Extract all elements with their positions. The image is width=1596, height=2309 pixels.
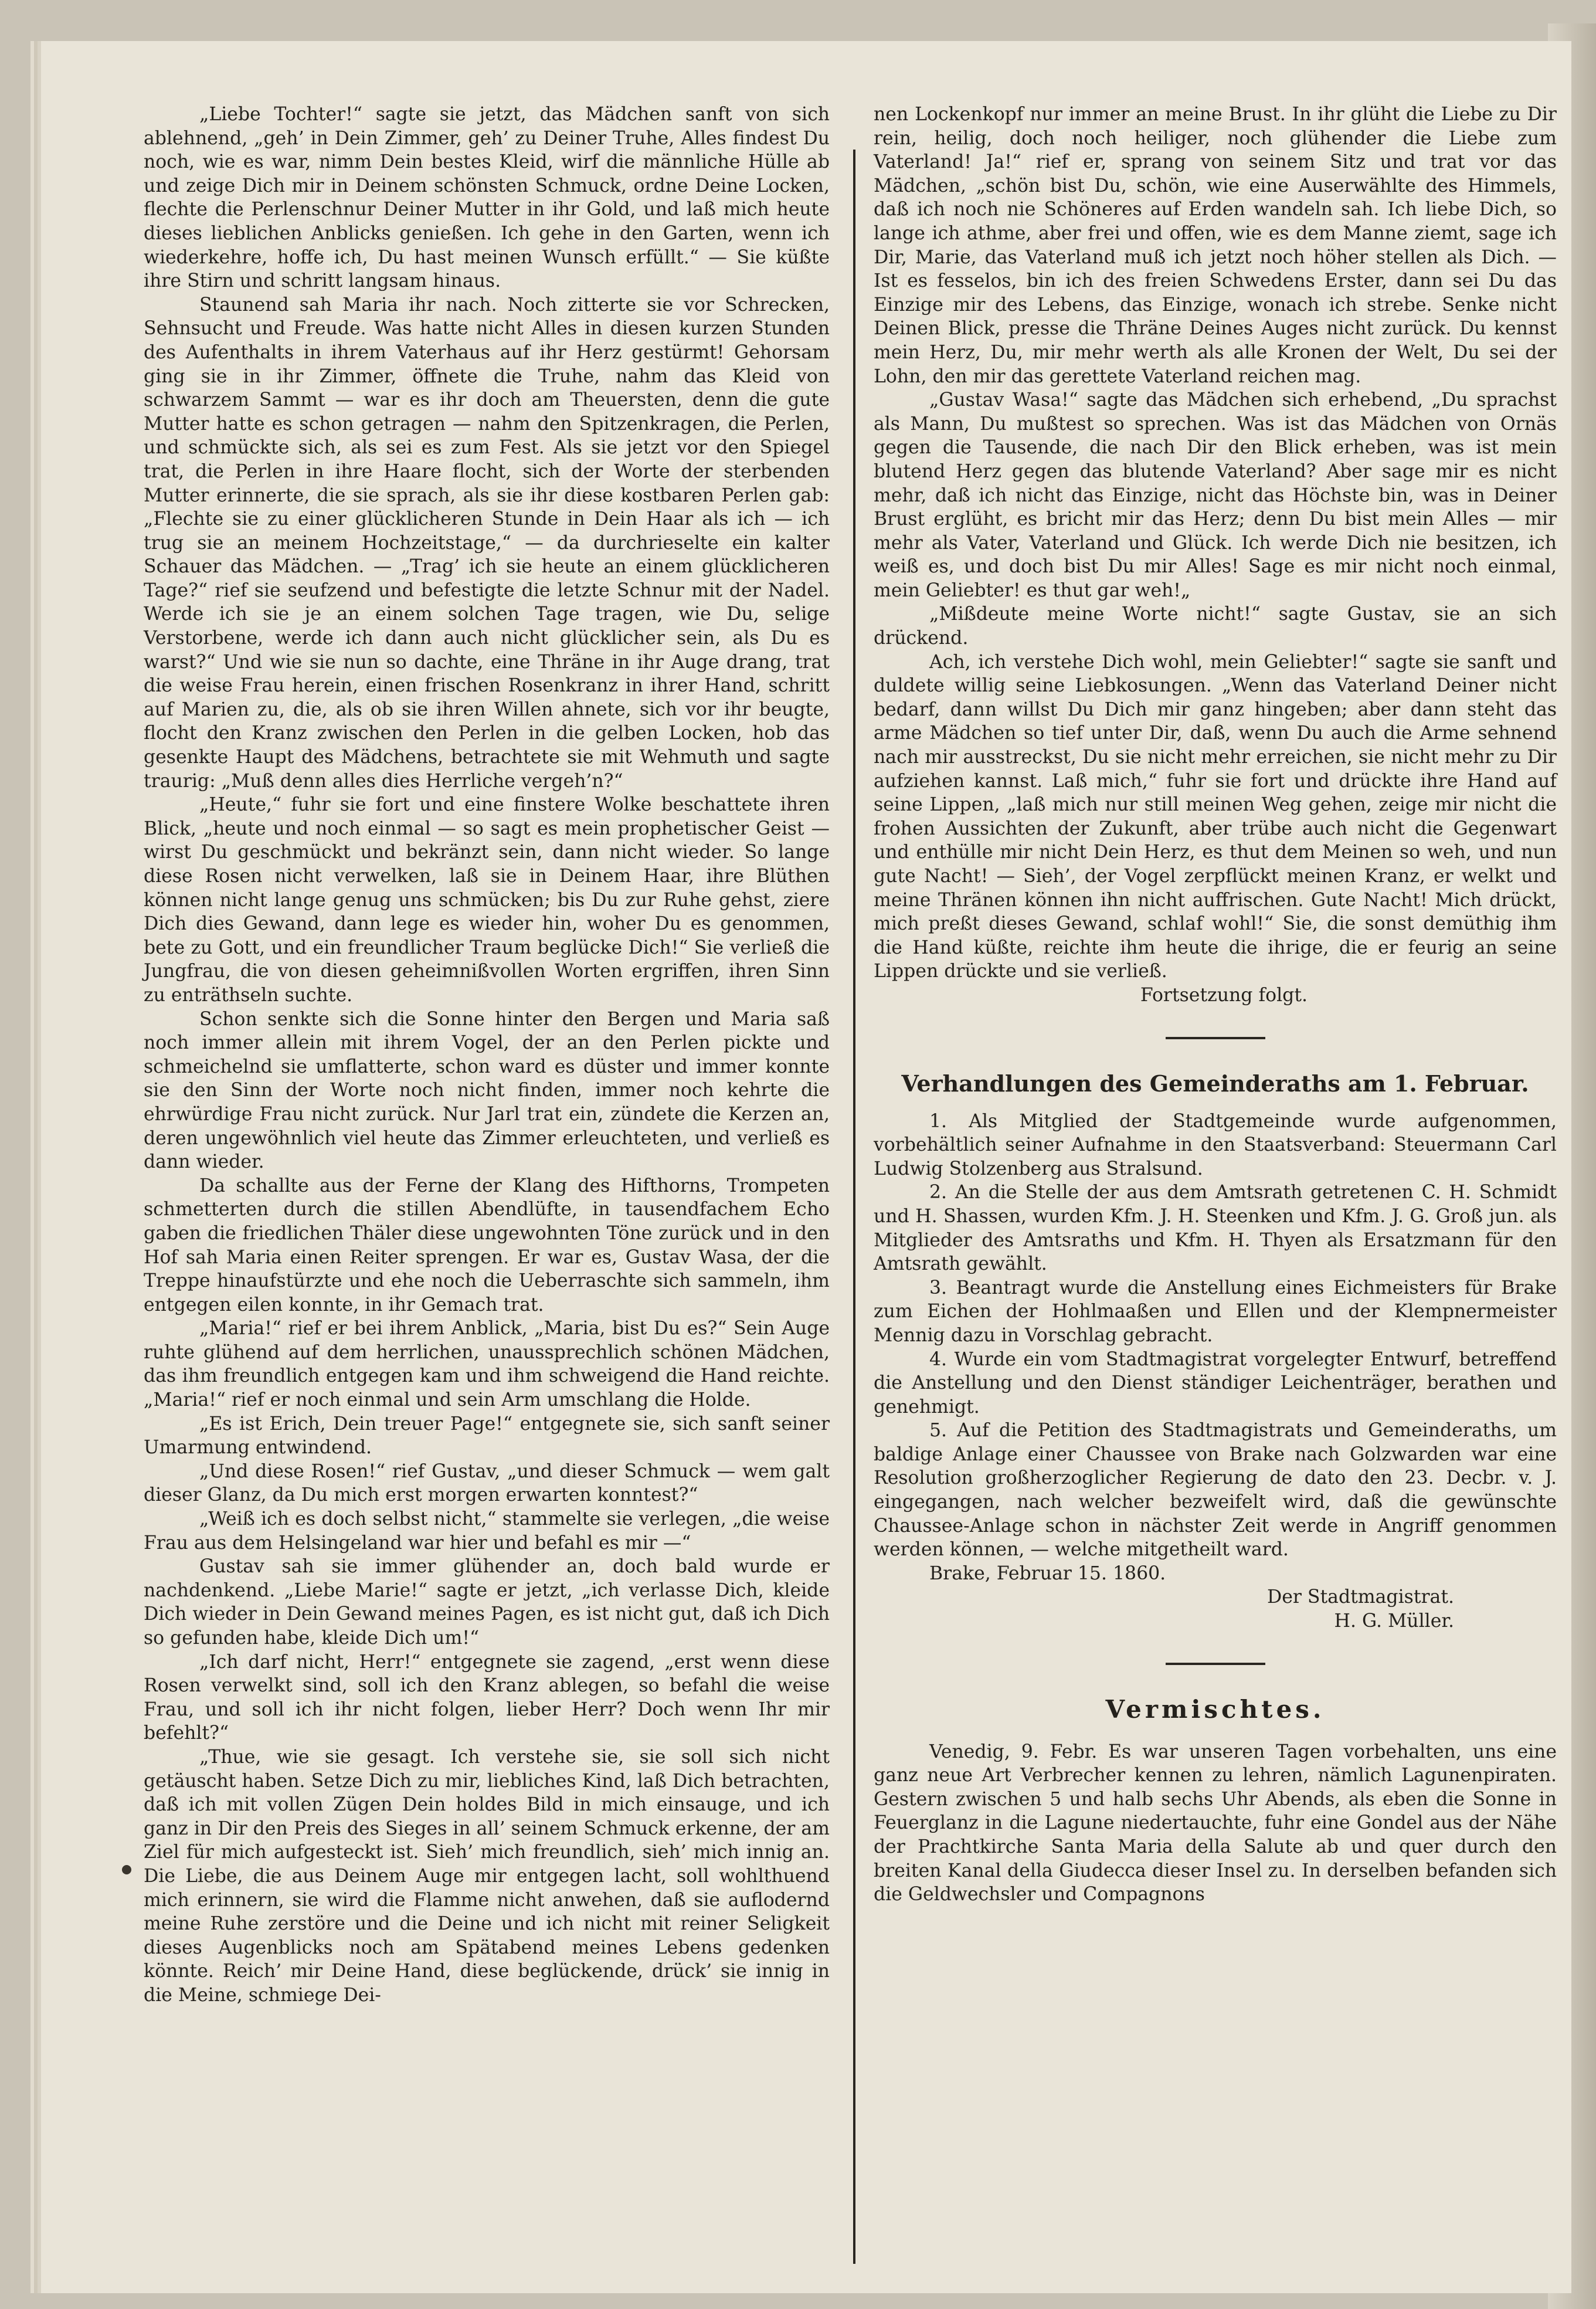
story-paragraph: „Gustav Wasa!“ sagte das Mädchen sich erhebend, „Du sprachst als Mann, Du mußtest so sprechen. Was ist das Mädchen von Ornäs gegen die Tausende, die nach Dir den Blick erheben, was ist mein blutend Herz gegen das blutende Vaterland? Aber sage mir es nicht mehr, daß ich nicht das Einzige, nicht das Höchste bin, was in Deiner Brust erglüht, es bricht mir das Herz; denn Du bist mein Alles — mir mehr als Vater, Vaterland und Glück. Ich werde Dich nie besitzen, ich weiß es, und doch bist Du mir Alles! Sage es mir nicht noch einmal, mein Geliebter! es thut gar weh!„ xyxy=(874,389,1557,601)
signature-title: Der Stadtmagistrat. xyxy=(1266,1586,1454,1608)
news-paragraph: Venedig, 9. Febr. Es war unseren Tagen vorbehalten, uns eine ganz neue Art Verbrecher kennen zu lehren, nämlich Lagunenpiraten. Gestern zwischen 5 und halb sechs Uhr Abends, als eben die Sonne in Feuerglanz in die Lagune niedertauchte, fuhr eine Gondel aus der Nähe der Prachtkirche Santa Maria della Salute ab und quer durch den breiten Kanal della Giudecca dieser Insel zu. In derselben befanden sich die Geldwechsler und Compagnons xyxy=(874,1741,1557,1905)
column-divider xyxy=(853,150,855,2264)
section-heading-misc: Vermischtes. xyxy=(1105,1694,1325,1724)
story-paragraph: „Ich darf nicht, Herr!“ entgegnete sie zagend, „erst wenn diese Rosen verwelkt sind, soll ich den Kranz ablegen, so befahl die weise Frau, und soll ich ihr nicht folgen, lieber Herr? Doch wenn Ihr mir befehlt?“ xyxy=(144,1651,830,1744)
council-item: 5. Auf die Petition des Stadtmagistrats und Gemeinderaths, um baldige Anlage einer Chaussee von Brake nach Golzwarden war eine Resolution großherzoglicher Regierung de dato den 23. Decbr. v. J. eingegangen, nach welcher bezweifelt wird, daß die gewünschte Chaussee-Anlage schon in nächster Zeit werde in Angriff genommen werden können, — welche mitgetheilt ward. xyxy=(874,1420,1557,1561)
story-paragraph: Schon senkte sich die Sonne hinter den Bergen und Maria saß noch immer allein mit ihrem Vogel, der an den Perlen pickte und schmeichelnd sie umflatterte, schon ward es düster und immer konnte sie den Sinn der Worte noch nicht finden, immer noch kehrte die ehrwürdige Frau nicht zurück. Nur Jarl trat ein, zündete die Kerzen an, deren ungewöhnlich viel heute das Zimmer erleuchteten, und verließ es dann wieder. xyxy=(144,1008,830,1173)
story-paragraph: „Es ist Erich, Dein treuer Page!“ entgegnete sie, sich sanft seiner Umarmung entwindend. xyxy=(144,1413,830,1459)
story-paragraph: Gustav sah sie immer glühender an, doch bald wurde er nachdenkend. „Liebe Marie!“ sagte er jetzt, „ich verlasse Dich, kleide Dich wieder in Dein Gewand meines Pagen, es ist nicht gut, daß ich Dich so gefunden habe, kleide Dich um!“ xyxy=(144,1556,830,1649)
section-heading-council: Verhandlungen des Gemeinderaths am 1. Februar. xyxy=(901,1070,1529,1097)
continuation-note: Fortsetzung folgt. xyxy=(1140,984,1308,1006)
story-paragraph: „Weiß ich es doch selbst nicht,“ stammelte sie verlegen, „die weise Frau aus dem Helsingeland war hier und befahl es mir —“ xyxy=(144,1508,830,1554)
council-item: 3. Beantragt wurde die Anstellung eines Eichmeisters für Brake zum Eichen der Hohlmaaßen und Ellen und der Klempnermeister Mennig dazu in Vorschlag gebracht. xyxy=(874,1277,1557,1346)
story-paragraph: „Mißdeute meine Worte nicht!“ sagte Gustav, sie an sich drückend. xyxy=(874,603,1557,649)
story-paragraph: Da schallte aus der Ferne der Klang des Hifthorns, Trompeten schmetterten durch die stillen Abendlüfte, in tausendfachem Echo gaben die friedlichen Thäler diese ungewohnten Töne zurück und in den Hof sah Maria einen Reiter sprengen. Er war es, Gustav Wasa, der die Treppe hinaufstürzte und ehe noch die Ueberraschte sich sammeln, ihm entgegen eilen konnte, in ihr Gemach trat. xyxy=(144,1175,830,1315)
signature-name: H. G. Müller. xyxy=(1334,1610,1454,1632)
story-paragraph: Staunend sah Maria ihr nach. Noch zitterte sie vor Schrecken, Sehnsucht und Freude. Was hatte nicht Alles in diesen kurzen Stunden des Aufenthalts in ihrem Vaterhaus auf ihr Herz gestürmt! Gehorsam ging sie in ihr Zimmer, öffnete die Truhe, nahm das Kleid von schwarzem Sammt — war es ihr doch am Theuersten, denn die gute Mutter hatte es schon getragen — nahm den Spitzenkragen, die Perlen, und schmückte sich, als sei es zum Fest. Als sie jetzt vor den Spiegel trat, die Perlen in ihre Haare flocht, sich der Worte der sterbenden Mutter erinnerte, die sie sprach, als sie ihr diese kostbaren Perlen gab: „Flechte sie zu einer glücklicheren Stunde in Dein Haar als ich — ich trug sie an meinem Hochzeitstage,“ — da durchrieselte ein kalter Schauer das Mädchen. — „Trag’ ich sie heute an einem glücklicheren Tage?“ rief sie seufzend und befestigte die letzte Schnur mit der Nadel. Werde ich sie je an einem solchen Tage tragen, wie Du, selige Verstorbene, werde ich dann auch nicht glücklicher sein, als Du es warst?“ Und wie sie nun so dachte, eine Thräne in ihr Auge drang, trat die weise Frau herein, einen frischen Rosenkranz in ihrer Hand, schritt auf Marien zu, die, als ob sie ihren Willen ahnete, sich vor ihr beugte, flocht den Kranz zwischen den Perlen in die gelben Locken, hob das gesenkte Haupt des Mädchens, betrachtete sie mit Wehmuth und sagte traurig: „Muß denn alles dies Herrliche vergeh’n?“ xyxy=(144,294,830,792)
ink-dot xyxy=(122,1865,131,1874)
section-rule xyxy=(1166,1663,1265,1665)
notice-date: Brake, Februar 15. 1860. xyxy=(929,1562,1166,1584)
story-paragraph: nen Lockenkopf nur immer an meine Brust. In ihr glüht die Liebe zu Dir rein, heilig, doch noch heiliger, noch glühender die Liebe zum Vaterland! Ja!“ rief er, sprang von seinem Sitz und trat vor das Mädchen, „schön bist Du, schön, wie eine Auserwählte des Himmels, daß ich noch nie Schöneres auf Erden wandeln sah. Ich liebe Dich, so lange ich athme, aber frei und offen, wie es dem Manne ziemt, sage ich Dir, Marie, das Vaterland muß ich jetzt noch höher stellen als Dich. — Ist es fesselos, bin ich des freien Schwedens Erster, dann sei Du das Einzige mir des Lebens, das Einzige, wonach ich strebe. Senke nicht Deinen Blick, presse die Thräne Deines Auges nicht zurück. Du kennst mein Herz, Du, mir mehr werth als alle Kronen der Welt, Du sei der Lohn, den mir das gerettete Vaterland reichen mag. xyxy=(874,104,1557,387)
council-item: 2. An die Stelle der aus dem Amtsrath getretenen C. H. Schmidt und H. Shassen, wurden Kfm. J. H. Steenken und Kfm. J. G. Groß jun. als Mitglieder des Amtsraths und Kfm. H. Thyen als Ersatzmann für den Amtsrath gewählt. xyxy=(874,1182,1557,1275)
section-rule xyxy=(1166,1037,1265,1039)
right-column xyxy=(874,103,1557,1907)
story-paragraph: „Und diese Rosen!“ rief Gustav, „und dieser Schmuck — wem galt dieser Glanz, da Du mich erst morgen erwarten konntest?“ xyxy=(144,1460,830,1506)
story-paragraph: „Liebe Tochter!“ sagte sie jetzt, das Mädchen sanft von sich ablehnend, „geh’ in Dein Zimmer, geh’ zu Deiner Truhe, Alles findest Du noch, wie es war, nimm Dein bestes Kleid, wirf die männliche Hülle ab und zeige Dich mir in Deinem schönsten Schmuck, ordne Deine Locken, flechte die Perlenschnur Deiner Mutter in ihr Gold, und laß mich heute dieses lieblichen Anblicks genießen. Ich gehe in den Garten, wenn ich wiederkehre, hoffe ich, Du hast meinen Wunsch erfüllt.“ — Sie küßte ihre Stirn und schritt langsam hinaus. xyxy=(144,104,830,292)
council-item: 1. Als Mitglied der Stadtgemeinde wurde aufgenommen, vorbehältlich seiner Aufnahme in den Staatsverband: Steuermann Carl Ludwig Stolzenberg aus Stralsund. xyxy=(874,1110,1557,1179)
left-column xyxy=(144,103,830,2008)
council-item: 4. Wurde ein vom Stadtmagistrat vorgelegter Entwurf, betreffend die Anstellung und den Dienst ständiger Leichenträger, berathen und genehmigt. xyxy=(874,1348,1557,1418)
story-paragraph: Ach, ich verstehe Dich wohl, mein Geliebter!“ sagte sie sanft und duldete willig seine Liebkosungen. „Wenn das Vaterland Deiner nicht bedarf, dann willst Du Dich mir ganz hingeben; aber dann steht das arme Mädchen so tief unter Dir, daß, wenn Du auch die Arme sehnend nach mir ausstreckst, Du sie nicht mehr erreichen, sie nicht mehr zu Dir aufziehen kannst. Laß mich,“ fuhr sie fort und drückte ihre Hand auf seine Lippen, „laß mich nur still meinen Weg gehen, zeige mir nicht die frohen Aussichten der Zukunft, aber trübe auch nicht die Gegenwart und enthülle mir nicht Dein Herz, es thut dem Meinen so weh, und nun gute Nacht! — Sieh’, der Vogel zerpflückt meinen Kranz, er welkt und meine Thränen können ihn nicht auffrischen. Gute Nacht! Mich drückt, mich preßt dieses Gewand, schlaf wohl!“ Sie, die sonst demüthig ihm die Hand küßte, reichte ihm heute die ihrige, die er feurig an seine Lippen drückte und sie verließ. xyxy=(874,651,1557,982)
story-paragraph: „Maria!“ rief er bei ihrem Anblick, „Maria, bist Du es?“ Sein Auge ruhte glühend auf dem herrlichen, unaussprechlich schönen Mädchen, das ihm freundlich entgegen kam und ihm schweigend die Hand reichte. „Maria!“ rief er noch einmal und sein Arm umschlang die Holde. xyxy=(144,1318,830,1411)
story-paragraph: „Heute,“ fuhr sie fort und eine finstere Wolke beschattete ihren Blick, „heute und noch einmal — so sagt es mein prophetischer Geist — wirst Du geschmückt und bekränzt sein, dann nicht wieder. So lange diese Rosen nicht verwelken, laß sie in Deinem Haar, ihre Blüthen können nicht lange genug uns schmücken; bis Du zur Ruhe gehst, ziere Dich dies Gewand, dann lege es wieder hin, woher Du es genommen, bete zu Gott, und ein freundlicher Traum beglücke Dich!“ Sie verließ die Jungfrau, die von diesen geheimnißvollen Worten ergriffen, ihren Sinn zu enträthseln suchte. xyxy=(144,794,830,1006)
story-paragraph: „Thue, wie sie gesagt. Ich verstehe sie, sie soll sich nicht getäuscht haben. Setze Dich zu mir, liebliches Kind, laß Dich betrachten, daß ich mit vollen Zügen Dein holdes Bild in mich einsauge, und ich ganz in Dir den Preis des Sieges in all’ seinem Schmuck erkenne, der am Ziel für mich aufgesteckt ist. Sieh’ mich freundlich, sieh’ mich innig an. Die Liebe, die aus Deinem Auge mir entgegen lacht, soll wohlthuend mich erinnern, sie wird die Flamme nicht anwehen, daß sie auflodernd meine Ruhe zerstöre und die Deine und ich nicht mit reiner Seligkeit dieses Augenblicks noch am Spätabend meines Lebens gedenken könnte. Reich’ mir Deine Hand, diese beglückende, drück’ sie innig in die Meine, schmiege Dei- xyxy=(144,1746,830,2006)
